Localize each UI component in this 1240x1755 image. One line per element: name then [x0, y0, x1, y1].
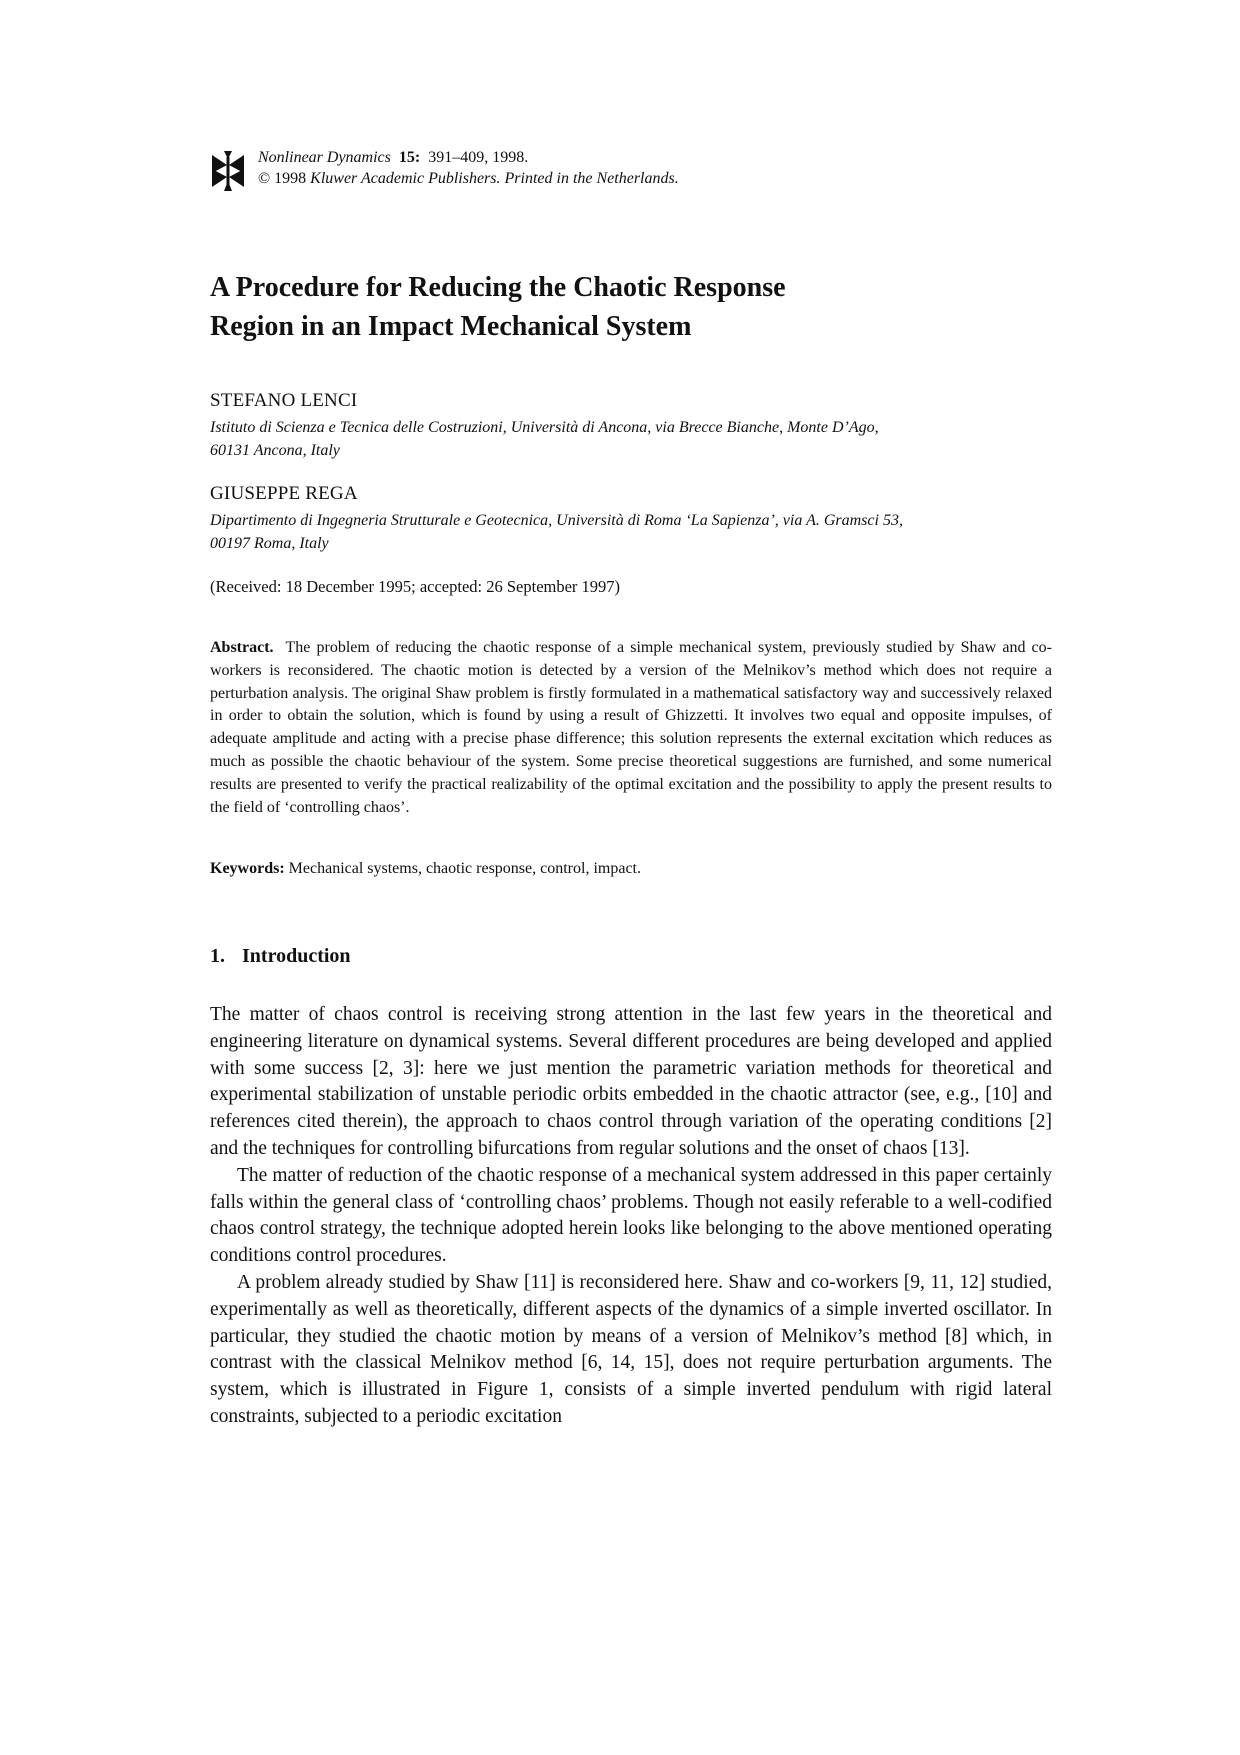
- copyright-year: © 1998: [258, 170, 307, 187]
- abstract: [210, 637, 1052, 819]
- journal-header: [210, 147, 910, 197]
- author-name: STEFANO LENCI: [210, 390, 358, 411]
- author-name: GIUSEPPE REGA: [210, 483, 358, 504]
- publisher-logo-icon: [210, 149, 246, 193]
- title-line-1: A Procedure for Reducing the Chaotic Response: [210, 272, 786, 303]
- author-affiliation: [210, 416, 1090, 462]
- affiliation-line-2: 00197 Roma, Italy: [210, 535, 329, 552]
- journal-citation: [258, 147, 679, 189]
- abstract-text: The problem of reducing the chaotic response of a simple mechanical system, previously studied by Shaw and co-workers is reconsidered. The chaotic motion is detected by a version of the Melnikov’s method which does not require a perturbation analysis. The original Shaw problem is firstly formulated in a mathematical satisfactory way and successively relaxed in order to obtain the solution, which is found by using a result of Ghizzetti. It involves two equal and opposite impulses, of adequate amplitude and acting with a precise phase difference; this solution represents the external excitation which reduces as much as possible the chaotic behaviour of the system. Some precise theoretical suggestions are furnished, and some numerical results are presented to verify the practical realizability of the optimal excitation and the possibility to apply the present results to the field of ‘controlling chaos’.: [210, 639, 1052, 816]
- journal-name: Nonlinear Dynamics: [258, 149, 391, 166]
- journal-pages: 391–409, 1998.: [428, 149, 529, 166]
- affiliation-line-1: Istituto di Scienza e Tecnica delle Costruzioni, Università di Ancona, via Brecce Bianche, Monte D’Ago,: [210, 419, 879, 436]
- section-title: Introduction: [242, 945, 351, 967]
- paragraph: A problem already studied by Shaw [11] is reconsidered here. Shaw and co-workers [9, 11, 12] studied, experimentally as well as theoretically, different aspects of the dynamics of a simple inverted oscillator. In particular, they studied the chaotic motion by means of a version of Melnikov’s method [8] which, in contrast with the classical Melnikov method [6, 14, 15], does not require perturbation arguments. The system, which is illustrated in Figure 1, consists of a simple inverted pendulum with rigid lateral constraints, subjected to a periodic excitation: [210, 1271, 1052, 1427]
- body-text: [210, 1002, 1052, 1431]
- affiliation-line-2: 60131 Ancona, Italy: [210, 442, 340, 459]
- author-affiliation: [210, 509, 1090, 555]
- abstract-label: Abstract.: [210, 639, 274, 656]
- paper-title: [210, 268, 1110, 346]
- title-line-2: Region in an Impact Mechanical System: [210, 311, 692, 342]
- affiliation-line-1: Dipartimento di Ingegneria Strutturale e Geotecnica, Università di Roma ‘La Sapienza’, via A. Gramsci 53,: [210, 512, 903, 529]
- publisher-line: Kluwer Academic Publishers. Printed in the Netherlands.: [310, 170, 679, 187]
- journal-volume: 15:: [398, 149, 421, 166]
- paragraph: The matter of chaos control is receiving strong attention in the last few years in the theoretical and engineering literature on dynamical systems. Several different procedures are being developed and applied with some success [2, 3]: here we just mention the parametric variation methods for theoretical and experimental stabilization of unstable periodic orbits embedded in the chaotic attractor (see, e.g., [10] and references cited therein), the approach to chaos control through variation of the operating conditions [2] and the techniques for controlling bifurcations from regular solutions and the onset of chaos [13].: [210, 1004, 1052, 1159]
- author-block: [210, 483, 1090, 555]
- paragraph: The matter of reduction of the chaotic response of a mechanical system addressed in this paper certainly falls within the general class of ‘controlling chaos’ problems. Though not easily referable to a well-codified chaos control strategy, the technique adopted herein looks like belonging to the above mentioned operating conditions control procedures.: [210, 1164, 1052, 1267]
- section-heading: [210, 943, 351, 969]
- journal-line-1: [258, 147, 679, 168]
- section-number: 1.: [210, 945, 225, 967]
- journal-line-2: [258, 168, 679, 189]
- received-dates: (Received: 18 December 1995; accepted: 26 September 1997): [210, 577, 621, 596]
- keywords: [210, 858, 1052, 880]
- author-block: [210, 390, 1090, 462]
- keywords-label: Keywords:: [210, 860, 285, 877]
- keywords-text: Mechanical systems, chaotic response, control, impact.: [288, 860, 641, 877]
